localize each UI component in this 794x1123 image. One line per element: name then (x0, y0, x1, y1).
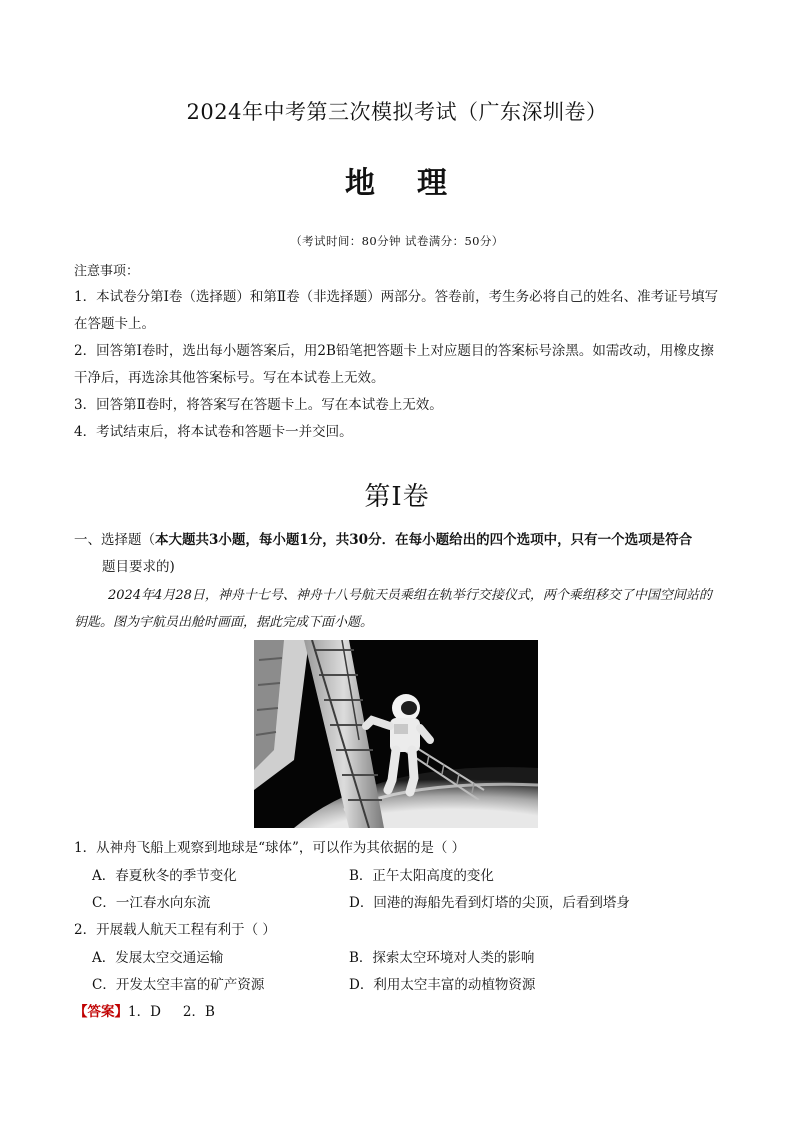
exam-meta: （考试时间：80分钟 试卷满分：50分） (290, 234, 504, 248)
section-heading (74, 527, 724, 581)
volume-title: 第Ⅰ卷 (364, 482, 430, 512)
answer-line (74, 1000, 215, 1020)
question-2-option-b: B．探索太空环境对人类的影响 (349, 950, 535, 966)
subject-title (0, 158, 794, 202)
question-1-option-a: A．春夏秋冬的季节变化 (92, 868, 237, 884)
section-prefix: 一、选择题（ (74, 532, 155, 548)
note-item: 2．回答第Ⅰ卷时，选出每小题答案后，用2B铅笔把答题卡上对应题目的答案标号涂黑。如需改动，用橡皮擦干净后，再选涂其他答案标号。写在本试卷上无效。 (74, 343, 714, 386)
question-2-option-d: D．利用太空丰富的动植物资源 (349, 977, 536, 993)
question-intro: 2024年4月28日，神舟十七号、神舟十八号航天员乘组在轨举行交接仪式，两个乘组移交了中国空间站的钥匙。图为宇航员出舱时画面，据此完成下面小题。 (74, 588, 712, 630)
answer-tag: 【答案】 (74, 1004, 128, 1020)
question-2-option-c: C．开发太空丰富的矿产资源 (92, 977, 265, 993)
note-item: 1．本试卷分第Ⅰ卷（选择题）和第Ⅱ卷（非选择题）两部分。答卷前，考生务必将自己的姓名、准考证号填写在答题卡上。 (74, 289, 719, 332)
subject-char-1: 地 (345, 166, 377, 201)
note-item: 4．考试结束后，将本试卷和答题卡一并交回。 (74, 424, 353, 440)
question-1-option-b: B．正午太阳高度的变化 (349, 868, 494, 884)
question-1-stem: 1．从神舟飞船上观察到地球是“球体”，可以作为其依据的是（ ） (74, 840, 466, 856)
notes-heading: 注意事项： (74, 264, 140, 279)
question-1-option-c: C．一江春水向东流 (92, 895, 211, 911)
exam-title: 2024年中考第三次模拟考试（广东深圳卷） (186, 100, 608, 124)
section-bold-text: 本大题共3小题，每小题1分，共30分．在每小题给出的四个选项中，只有一个选项是符合 (155, 532, 693, 548)
answer-1: 1．D (128, 1004, 161, 1020)
section-line-2: 题目要求的) (102, 559, 175, 575)
answer-2: 2．B (182, 1004, 215, 1020)
note-item: 3．回答第Ⅱ卷时，将答案写在答题卡上。写在本试卷上无效。 (74, 397, 443, 413)
astronaut-photo-illustration (254, 640, 538, 828)
question-1-option-d: D．回港的海船先看到灯塔的尖顶，后看到塔身 (349, 895, 630, 911)
subject-char-2: 理 (417, 166, 449, 201)
question-2-stem: 2．开展载人航天工程有利于（ ） (74, 922, 276, 938)
question-2-option-a: A．发展太空交通运输 (92, 950, 224, 966)
astronaut-photo (254, 640, 538, 828)
